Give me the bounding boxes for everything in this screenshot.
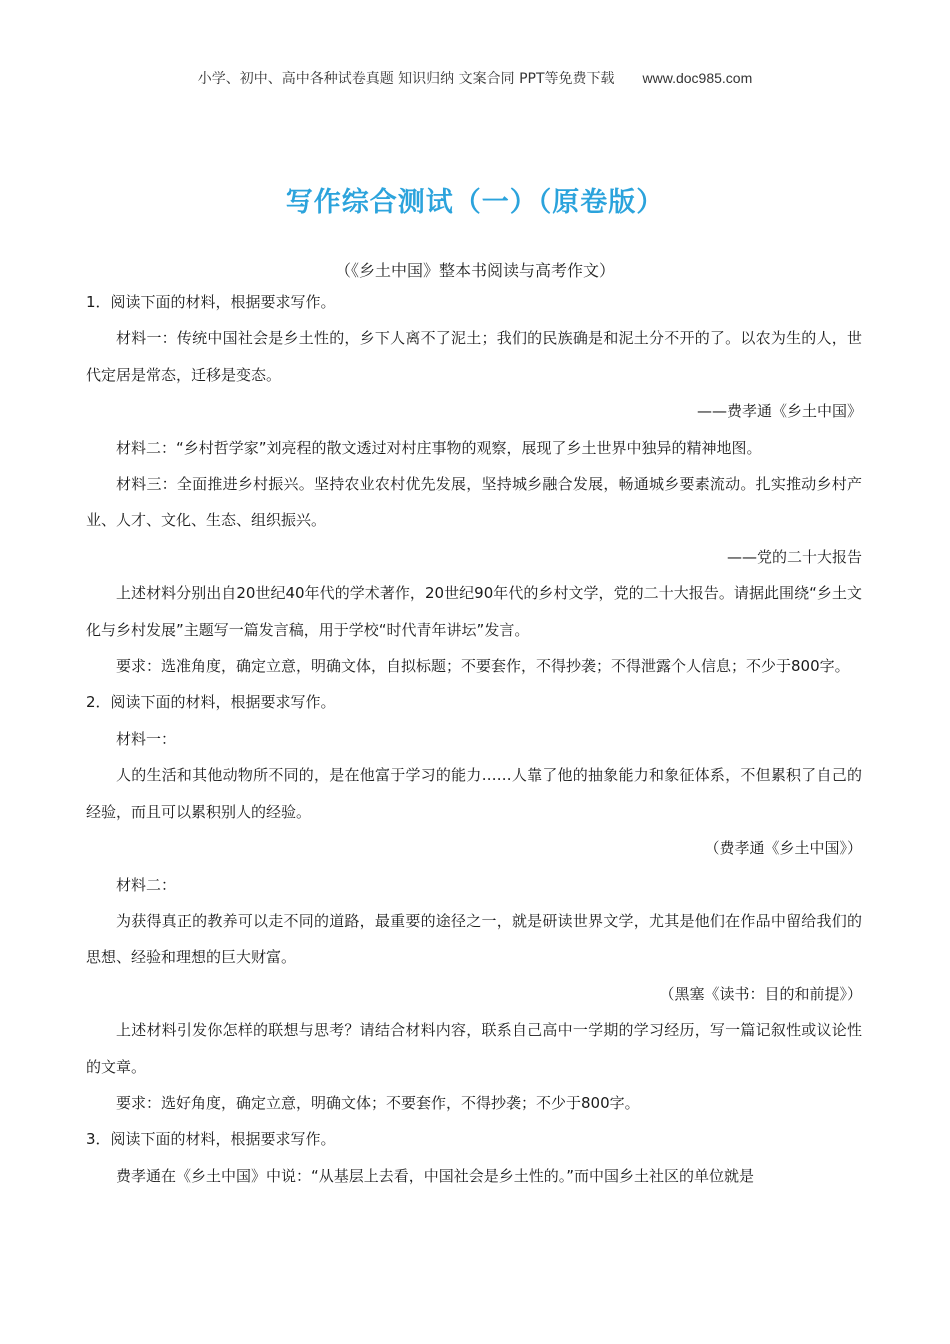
header-text: 小学、初中、高中各种试卷真题 知识归纳 文案合同 PPT等免费下载 — [197, 71, 615, 87]
page-subtitle: （《乡土中国》整本书阅读与高考作文） — [334, 261, 615, 280]
question-1-material-3: 材料三：全面推进乡村振兴。坚持农业农村优先发展，坚持城乡融合发展，畅通城乡要素流动。扎实推动乡村产业、人才、文化、生态、组织振兴。 — [86, 475, 862, 530]
question-1-material-3-source: ——党的二十大报告 — [726, 547, 862, 566]
question-1-requirements: 要求：选准角度，确定立意，明确文体，自拟标题；不要套作，不得抄袭；不得泄露个人信息；不少于800字。 — [116, 657, 850, 676]
question-3-stem: 3．阅读下面的材料，根据要求写作。 — [86, 1130, 336, 1149]
question-2-material-1-source: （费孝通《乡土中国》） — [704, 839, 862, 858]
question-3-material-1: 费孝通在《乡土中国》中说：“从基层上去看，中国社会是乡土性的。”而中国乡土社区的单位就是 — [116, 1166, 755, 1185]
question-2-material-1-label: 材料一： — [116, 729, 177, 748]
question-1-material-2: 材料二：“乡村哲学家”刘亮程的散文透过对村庄事物的观察，展现了乡土世界中独异的精神地图。 — [116, 438, 762, 457]
question-2-material-2-label: 材料二： — [116, 875, 177, 894]
question-1-material-1: 材料一：传统中国社会是乡土性的，乡下人离不了泥土；我们的民族确是和泥土分不开的了。以农为生的人，世代定居是常态，迁移是变态。 — [86, 329, 862, 384]
question-1-stem: 1．阅读下面的材料，根据要求写作。 — [86, 293, 336, 311]
document-body — [86, 284, 862, 1194]
question-2-material-2: 为获得真正的教养可以走不同的道路，最重要的途径之一，就是研读世界文学，尤其是他们在作品中留给我们的思想、经验和理想的巨大财富。 — [86, 911, 862, 967]
header-site-link[interactable]: www.doc985.com — [642, 70, 753, 86]
question-2-material-2-source: （黑塞《读书：目的和前提》） — [659, 984, 862, 1003]
question-2-stem: 2．阅读下面的材料，根据要求写作。 — [86, 693, 336, 712]
question-1-prompt: 上述材料分别出自20世纪40年代的学术著作，20世纪90年代的乡村文学，党的二十大报告。请据此围绕“乡土文化与乡村发展”主题写一篇发言稿，用于学校“时代青年讲坛”发言。 — [86, 584, 862, 639]
question-2-prompt: 上述材料引发你怎样的联想与思考？请结合材料内容，联系自己高中一学期的学习经历，写一篇记叙性或议论性的文章。 — [86, 1021, 862, 1076]
page-header — [0, 68, 950, 88]
page-title: 写作综合测试（一）（原卷版） — [285, 187, 665, 218]
question-2-requirements: 要求：选好角度，确定立意，明确文体；不要套作，不得抄袭；不少于800字。 — [116, 1093, 640, 1112]
question-1-material-1-source: ——费孝通《乡土中国》 — [696, 402, 862, 421]
question-2-material-1: 人的生活和其他动物所不同的，是在他富于学习的能力……人靠了他的抽象能力和象征体系，不但累积了自己的经验，而且可以累积别人的经验。 — [86, 766, 862, 821]
